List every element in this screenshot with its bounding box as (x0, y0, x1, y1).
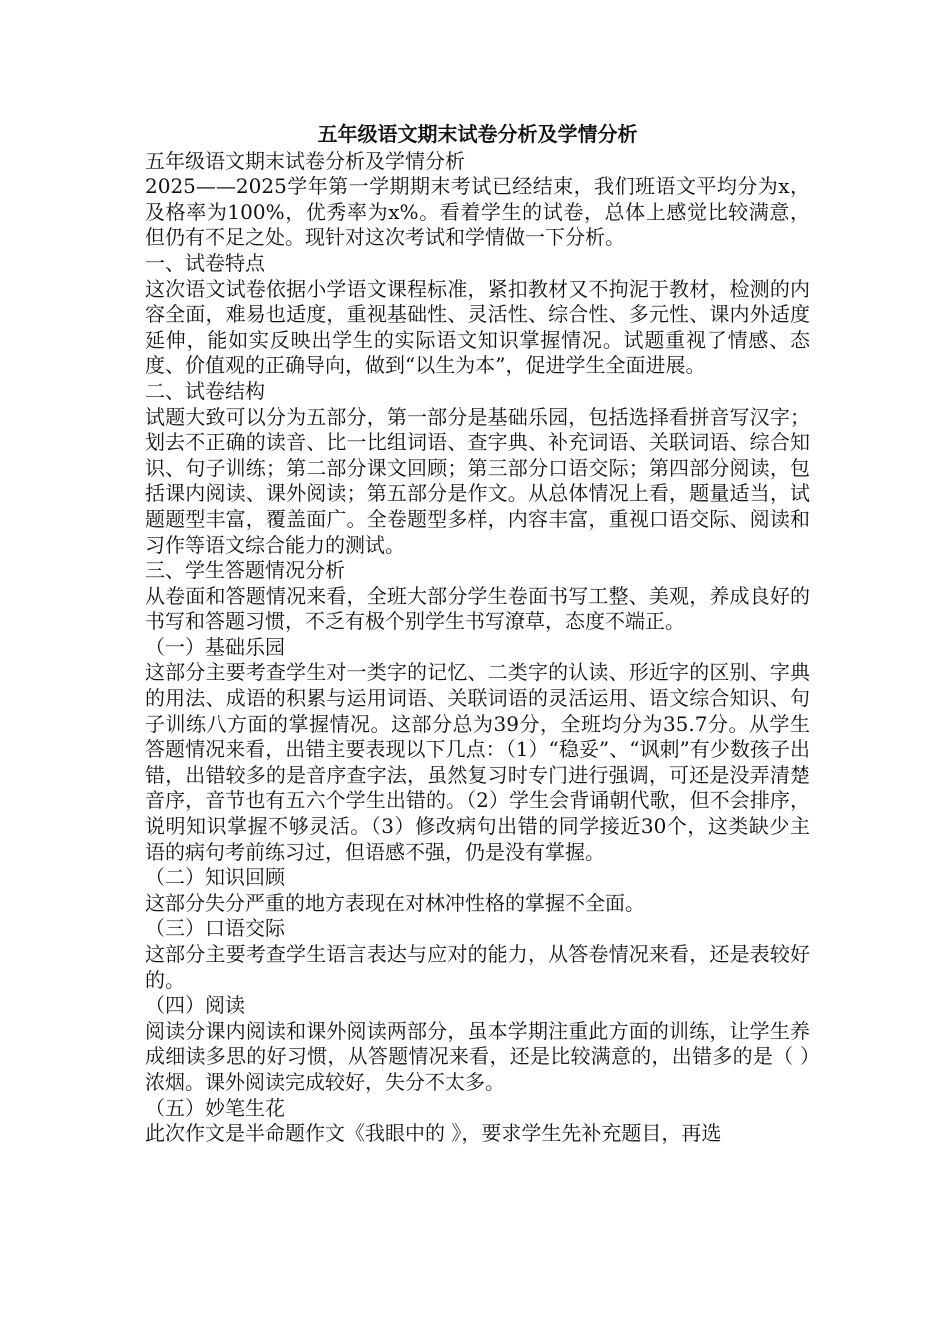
section-body-features: 这次语文试卷依据小学语文课程标准，紧扣教材又不拘泥于教材，检测的内容全面，难易也适度，重视基础性、灵活性、综合性、多元性、课内外适度延伸，能如实反映出学生的实际语文知识掌握情况。试题重视了情感、态度、价值观的正确导向，做到“以生为本”，促进学生全面进展。 (145, 276, 810, 378)
subsection-heading-oral: （三）口语交际 (145, 916, 285, 941)
intro-paragraph: 2025——2025学年第一学期期末考试已经结束，我们班语文平均分为x，及格率为100%，优秀率为x%。看着学生的试卷，总体上感觉比较满意，但仍有不足之处。现针对这次考试和学情做一下分析。 (145, 174, 810, 250)
subsection-body-review: 这部分失分严重的地方表现在对林冲性格的掌握不全面。 (145, 890, 645, 915)
section-body-analysis: 从卷面和答题情况来看，全班大部分学生卷面书写工整、美观，养成良好的书写和答题习惯，不乏有极个别学生书写潦草，态度不端正。 (145, 583, 810, 634)
document-title: 五年级语文期末试卷分析及学情分析 (317, 122, 638, 146)
subsection-heading-writing: （五）妙笔生花 (145, 1095, 285, 1120)
section-heading-analysis: 三、学生答题情况分析 (145, 558, 345, 583)
section-body-structure: 试题大致可以分为五部分，第一部分是基础乐园，包括选择看拼音写汉字；划去不正确的读音、比一比组词语、查字典、补充词语、关联词语、综合知识、句子训练；第二部分课文回顾；第三部分口语交际；第四部分阅读，包括课内阅读、课外阅读；第五部分是作文。从总体情况上看，题量适当，试题题型丰富，覆盖面广。全卷题型多样，内容丰富，重视口语交际、阅读和习作等语文综合能力的测试。 (145, 404, 810, 557)
document-page (145, 122, 810, 1147)
subsection-body-oral: 这部分主要考查学生语言表达与应对的能力，从答卷情况来看，还是表较好的。 (145, 942, 810, 992)
subsection-heading-basics: （一）基础乐园 (145, 634, 285, 659)
section-heading-structure: 二、试卷结构 (145, 378, 265, 403)
section-heading-features: 一、试卷特点 (145, 250, 265, 275)
subsection-body-reading: 阅读分课内阅读和课外阅读两部分，虽本学期注重此方面的训练，让学生养成细读多思的好习惯，从答题情况来看，还是比较满意的，出错多的是（ ）浓烟。课外阅读完成较好，失分不太多。 (145, 1018, 810, 1094)
subsection-body-writing: 此次作文是半命题作文《我眼中的 》，要求学生先补充题目，再选 (145, 1121, 722, 1146)
subsection-heading-reading: （四）阅读 (145, 993, 245, 1018)
subsection-body-basics: 这部分主要考查学生对一类字的记忆、二类字的认读、形近字的区别、字典的用法、成语的积累与运用词语、关联词语的灵活运用、语文综合知识、句子训练八方面的掌握情况。这部分总为39分，全班均分为35.7分。从学生答题情况来看，出错主要表现以下几点：（1）“稳妥”、“讽刺”有少数孩子出错，出错较多的是音序查字法，虽然复习时专门进行强调，可还是没弄清楚音序，音节也有五六个学生出错的。（2）学生会背诵朝代歌，但不会排序，说明知识掌握不够灵活。（3）修改病句出错的同学接近30个，这类缺少主语的病句考前练习过，但语感不强，仍是没有掌握。 (145, 660, 810, 864)
document-subtitle: 五年级语文期末试卷分析及学情分析 (145, 148, 465, 173)
subsection-heading-review: （二）知识回顾 (145, 865, 285, 890)
